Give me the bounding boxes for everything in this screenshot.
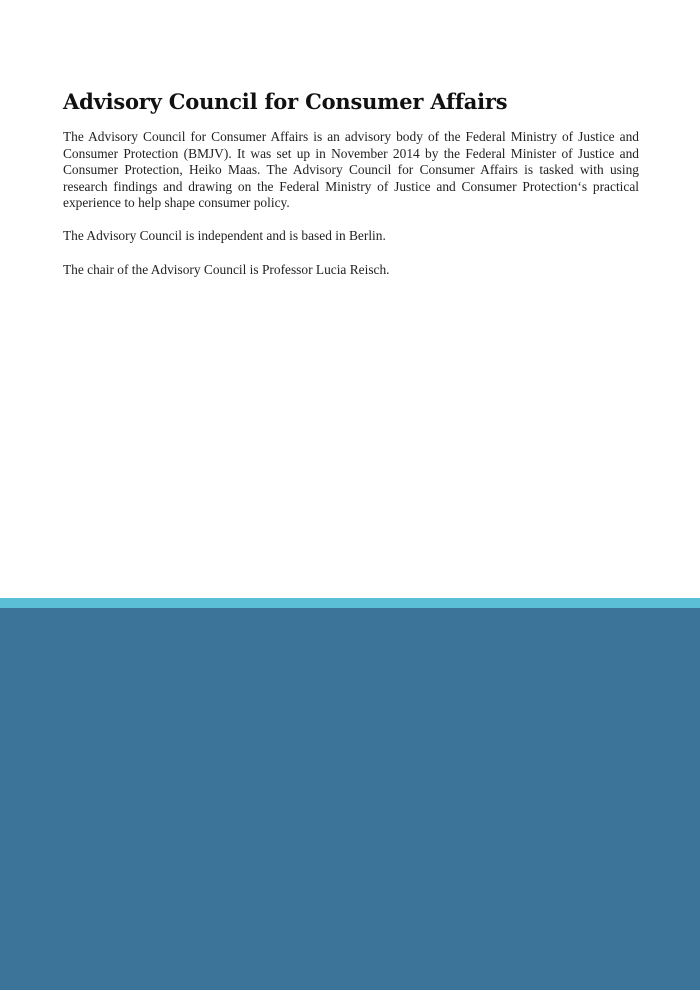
footer-color-block (0, 608, 700, 990)
page-content (63, 88, 639, 295)
paragraph-intro: The Advisory Council for Consumer Affairs is an advisory body of the Federal Ministry of Justice and Consumer Protection (BMJV). It was set up in November 2014 by the Federal Minister of Justice and Consumer Protection, Heiko Maas. The Advisory Council for Consumer Affairs is tasked with using research findings and drawing on the Federal Ministry of Justice and Consumer Protection‘s practical experience to help shape consumer policy. (63, 129, 639, 211)
paragraph-chair: The chair of the Advisory Council is Professor Lucia Reisch. (63, 261, 390, 277)
paragraph-independence: The Advisory Council is independent and is based in Berlin. (63, 228, 386, 244)
accent-stripe (0, 598, 700, 608)
page-title: Advisory Council for Consumer Affairs (63, 89, 508, 114)
